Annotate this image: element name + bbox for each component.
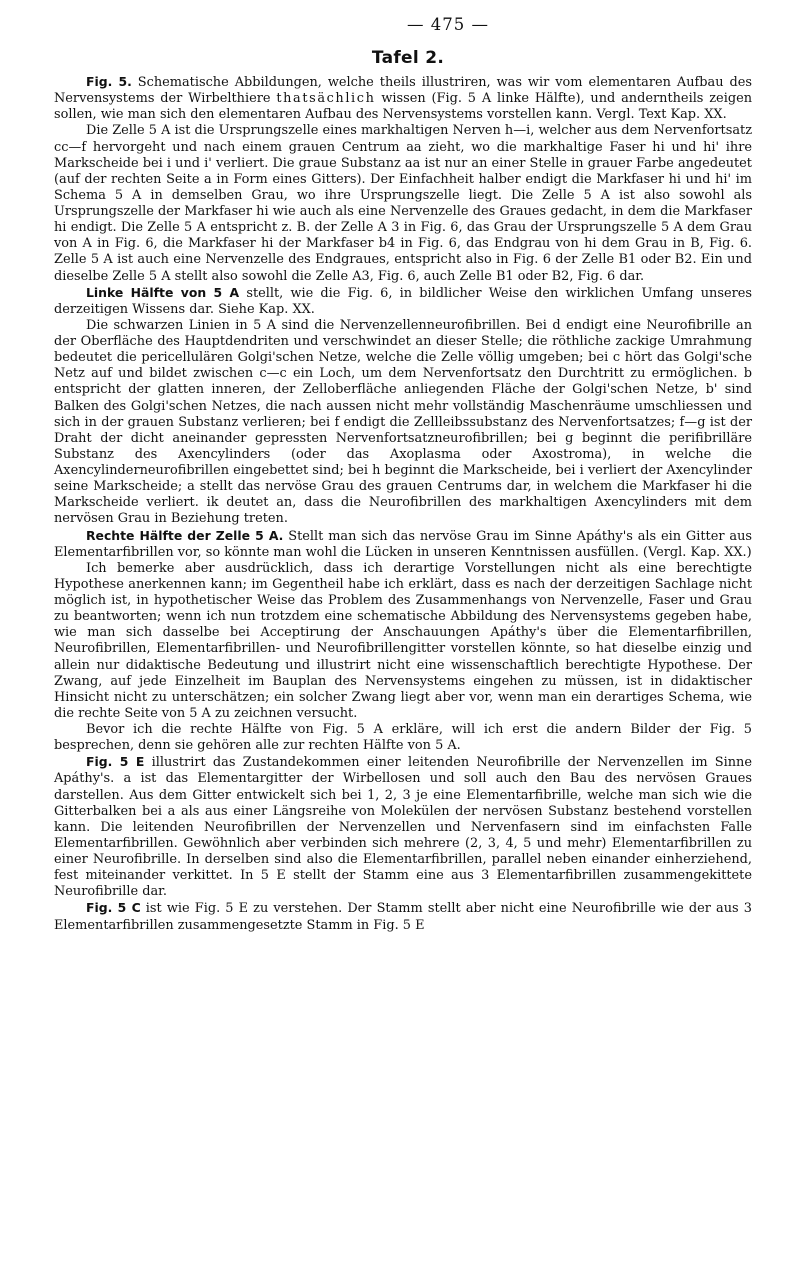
paragraph-text: stellt, wie die Fig. 6, in bildlicher Weise den wirklichen Umfang unseres derzeitigen Wissens dar. Siehe Kap. XX. [54,285,752,317]
paragraph-bemerkung: Ich bemerke aber ausdrücklich, dass ich derartige Vorstellungen nicht als eine berechtigte Hypothese anerkennen kann; im Gegentheil habe ich erklärt, dass es nach der derzeitigen Sachlage nicht möglich ist, in hypothetischer Weise das Problem des Zusammenhangs von Nervenzelle, Faser und Grau zu beantworten; wenn ich nun trotzdem eine schematische Abbildung des Nervensystems gegeben habe, wie man sich dasselbe bei Acceptirung der Anschauungen Apáthy's über die Elementarfibrillen, Neurofibrillen, Elementarfibrillen- und Neurofibrillengitter vorstellen könnte, so hat dieselbe einzig und allein nur didaktische Bedeutung und illustrirt nicht eine wissenschaftlich berechtigte Hypothese. Der Zwang, auf jede Einzelheit im Bauplan des Nervensystems eingehen zu müssen, ist in didaktischer Hinsicht nicht zu unterschätzen; ein solcher Zwang liegt aber vor, wenn man ein derartiges Schema, wie die rechte Seite von 5 A zu zeichnen versucht. [54,560,752,721]
paragraph-text: ist wie Fig. 5 E zu verstehen. Der Stamm stellt aber nicht eine Neurofibrille wie der aus 3 Elementarfibrillen zusammengesetzte Stamm in Fig. 5 E [54,901,752,933]
paragraph-fig5e [54,754,752,900]
paragraph-text: Schematische Abbildungen, welche theils illustriren, was wir vom elementaren Aufbau des Nervensystems der Wirbelthiere [54,75,752,107]
paragraph-schwarze-linien: Die schwarzen Linien in 5 A sind die Nervenzellenneurofibrillen. Bei d endigt eine Neurofibrille an der Oberfläche des Hauptdendriten und verschwindet an dieser Stelle; die röthliche zackige Umrahmung bedeutet die pericellulären Golgi'schen Netze, welche die Zelle völlig umgeben; bei c hört das Golgi'sche Netz auf und bildet zwischen c—c ein Loch, um dem Nervenfortsatz den Durchtritt zu ermöglichen. b entspricht der glatten inneren, der Zelloberfläche anliegenden Fläche der Golgi'schen Netze, b' sind Balken des Golgi'schen Netzes, die nach aussen nicht mehr vollständig Maschenräume umschliessen und sich in der grauen Substanz verlieren; bei f endigt die Zellleibssubstanz des Nervenfortsatzes; f—g ist der Draht der dicht aneinander gepressten Nervenfortsatzneurofibrillen; bei g beginnt die perifibrilläre Substanz des Axencylinders (oder das Axoplasma oder Axostroma), in welche die Axencylinderneurofibrillen eingebettet sind; bei h beginnt die Markscheide, bei i verliert der Axencylinder seine Markscheide; a stellt das nervöse Grau des grauen Centrums dar, in welchem die Markfaser hi die Markscheide verliert. ik deutet an, dass die Neurofibrillen des markhaltigen Axencylinders mit dem nervösen Grau in Beziehung treten. [54,317,752,527]
paragraph-lead: Fig. 5 E [86,754,145,770]
paragraph-fig5 [54,74,752,123]
paragraph-text: illustrirt das Zustandekommen einer leitenden Neurofibrille der Nervenzellen im Sinne Apáthy's. a ist das Elementargitter der Wirbellosen und soll auch den Bau des nervösen Graues darstellen. Aus dem Gitter entwickelt sich bei 1, 2, 3 je eine Elementarfibrille, welche man sich wie die Gitterbalken bei a als aus einer Längsreihe von Molekülen der nervösen Substanz bestehend vorstellen kann. Die leitenden Neurofibrillen der Nervenzellen und Nervenfasern sind im einfachsten Falle Elementarfibrillen. Gewöhnlich aber verbinden sich mehrere (2, 3, 4, 5 und mehr) Elementarfibrillen zu einer Neurofibrille. In derselben sind also die Elementarfibrillen, parallel neben einander einherziehend, fest miteinander verkittet. In 5 E stellt der Stamm eine aus 3 Elementarfibrillen zusammengekittete Neurofibrille dar. [54,755,752,900]
paragraph-zelle-5a: Die Zelle 5 A ist die Ursprungszelle eines markhaltigen Nerven h—i, welcher aus dem Nervenfortsatz cc—f hervorgeht und nach einem grauen Centrum aa zieht, wo die markhaltige Faser hi und hi' ihre Markscheide bei i und i' verliert. Die graue Substanz aa ist nur an einer Stelle in grauer Farbe angedeutet (auf der rechten Seite a in Form eines Gitters). Der Einfachheit halber endigt die Markfaser hi und hi' im Schema 5 A in demselben Grau, wo ihre Ursprungszelle liegt. Die Zelle 5 A ist also sowohl als Ursprungszelle der Markfaser hi wie auch als eine Nervenzelle des Graues gedacht, in dem die Markfaser hi endigt. Die Zelle 5 A entspricht z. B. der Zelle A 3 in Fig. 6, das Grau der Ursprungszelle 5 A dem Grau von A in Fig. 6, die Markfaser hi der Markfaser b4 in Fig. 6, das Endgrau von hi dem Grau in B, Fig. 6. Zelle 5 A ist auch eine Nervenzelle des Endgraues, entspricht also in Fig. 6 der Zelle B1 oder B2. Ein und dieselbe Zelle 5 A stellt also sowohl die Zelle A3, Fig. 6, auch Zelle B1 oder B2, Fig. 6 dar. [54,123,752,284]
paragraph-text: wissen (Fig. 5 A linke Hälfte), und anderntheils zeigen sollen, wie man sich den elementaren Aufbau des Nervensystems vorstellen kann. Vergl. Text Kap. XX. [54,91,752,123]
paragraph-lead: Rechte Hälfte der Zelle 5 A. [86,527,284,543]
paragraph-rechte-haelfte [54,528,752,561]
paragraph-lead: Fig. 5. [86,74,132,89]
paragraph-lead: Linke Hälfte von 5 A [86,284,240,300]
emphasis-text: thatsächlich [276,91,376,107]
paragraph-bevor: Bevor ich die rechte Hälfte von Fig. 5 A erkläre, will ich erst die andern Bilder der Fig. 5 besprechen, denn sie gehören alle zur rechten Hälfte von 5 A. [54,722,752,754]
paragraph-lead: Fig. 5 C [86,900,141,916]
paragraph-fig5c [54,900,752,933]
section-heading: Tafel 2. [371,48,445,68]
paragraph-text: Stellt man sich das nervöse Grau im Sinne Apáthy's als ein Gitter aus Elementarfibrillen vor, so könnte man wohl die Lücken in unseren Kenntnissen ausfüllen. (Vergl. Kap. XX.) [54,528,752,560]
paragraph-linke-haelfte [54,285,752,318]
page-number: — 475 — [407,15,489,34]
